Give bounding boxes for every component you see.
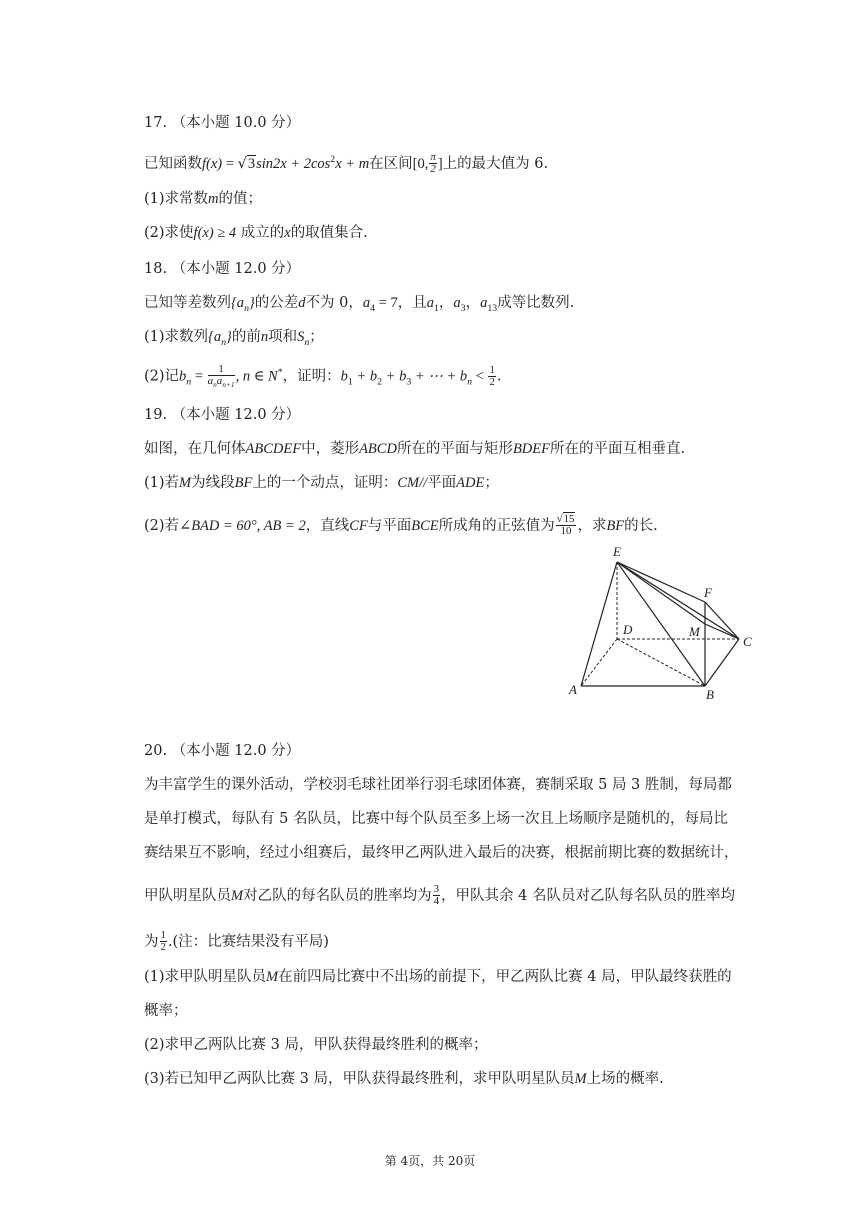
label-b: B <box>706 687 714 702</box>
q20-line-2: 是单打模式，每队有 5 名队员，比赛中每个队员至多上场一次且上场顺序是随机的，每局比 <box>144 811 728 827</box>
q20-part1-line2: 概率； <box>144 1003 188 1019</box>
q20-line-5: 为 $\frac{1}{2}$ .(注：比赛结果没有平局) <box>144 929 329 954</box>
label-f: F <box>704 585 712 600</box>
q17-part1: (1)求常数m的值； <box>144 191 263 207</box>
q19-part2: (2)若∠BAD = 60°, AB = 2，直线CF与平面BCE所成角的正弦值为 $\frac{√15}{10}$ ，求BF的长. <box>144 513 658 538</box>
q20-part2: (2)求甲乙两队比赛 3 局，甲队获得最终胜利的概率； <box>144 1037 488 1053</box>
geometry-figure <box>565 542 765 707</box>
q18-part1: (1)求数列$\{a_n\}$的前n项和$S_n$； <box>144 329 324 348</box>
q17-part2: (2)求使f(x) ≥ 4 成立的x的取值集合. <box>144 225 368 241</box>
q17-stem: 已知函数$f(x) = √3\sin 2x + 2\cos^2x + m$在区间[0, $\frac{\pi}{2}$ ]上的最大值为 6. <box>144 151 549 176</box>
q18-part2: (2)记$b_n$ = $\frac{1}{a_na_{n+1}}$ , n ∈ N*，证明：$b_1 + b_2 + b_3$ + ⋯ + $b_n$ < $\frac{1}{2}$ . <box>144 363 502 390</box>
label-d: D <box>623 622 633 637</box>
q18-title: 18. （本小题 12.0 分） <box>144 261 301 277</box>
label-c: C <box>743 634 752 649</box>
q20-title: 20. （本小题 12.0 分） <box>144 743 301 759</box>
label-e: E <box>613 544 621 559</box>
label-m: M <box>689 624 700 639</box>
q20-line-1: 为丰富学生的课外活动，学校羽毛球社团举行羽毛球团体赛，赛制采取 5 局 3 胜制，每局都 <box>144 777 732 793</box>
q17-title: 17. （本小题 10.0 分） <box>144 115 301 131</box>
q20-part3: (3)若已知甲乙两队比赛 3 局，甲队获得最终胜利，求甲队明星队员M上场的概率. <box>144 1071 664 1087</box>
label-a: A <box>569 682 577 697</box>
q20-line-3: 赛结果互不影响，经过小组赛后，最终甲乙两队进入最后的决赛，根据前期比赛的数据统计， <box>144 845 739 861</box>
q19-stem: 如图，在几何体ABCDEF中，菱形ABCD所在的平面与矩形BDEF所在的平面互相垂直. <box>144 441 686 457</box>
q19-title: 19. （本小题 12.0 分） <box>144 407 301 423</box>
page-footer: 第 4页，共 20页 <box>384 1154 476 1168</box>
q18-stem: 已知等差数列$\{a_n\}$的公差d不为 0，$a_4 = 7$，且$a_1$，$a_3$，$a_{13}$成等比数列. <box>144 295 575 314</box>
q20-part1-line1: (1)求甲队明星队员M在前四局比赛中不出场的前提下，甲乙两队比赛 4 局，甲队最终获胜的 <box>144 969 732 985</box>
q19-part1: (1)若M为线段BF上的一个动点，证明：CM//平面ADE； <box>144 475 499 491</box>
q20-line-4: 甲队明星队员M对乙队的每名队员的胜率均为 $\frac{3}{4}$ ，甲队其余 4 名队员对乙队每名队员的胜率均 <box>144 883 735 908</box>
